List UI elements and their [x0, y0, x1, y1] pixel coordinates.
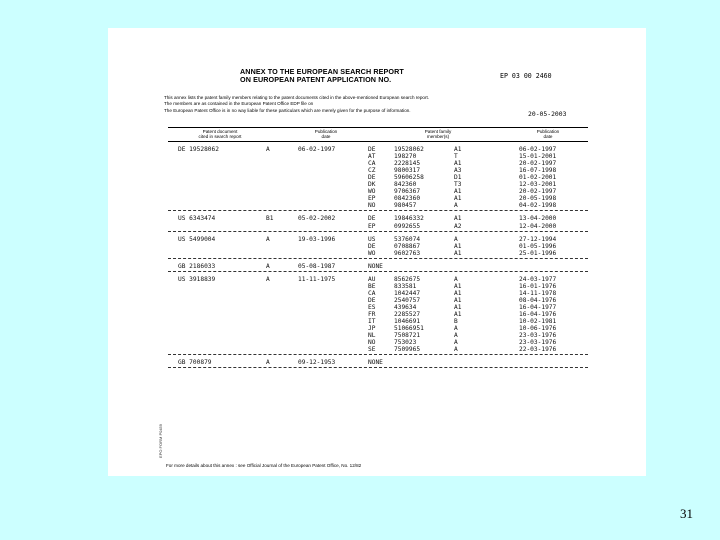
family-member-number: 0992655 — [394, 222, 421, 230]
family-member-number: 19528062 — [394, 146, 424, 153]
header-family-publication-date: Publication date — [536, 129, 560, 140]
family-country-code: AU — [368, 275, 376, 283]
report-date: 20-05-2003 — [528, 110, 567, 118]
family-member-number: 1042447 — [394, 289, 421, 297]
family-member-number: 439634 — [394, 303, 417, 311]
family-member-number: 51066951 — [394, 325, 424, 333]
family-member-date: 15-01-2001 — [519, 153, 557, 161]
family-member-kind: T3 — [454, 181, 462, 189]
cited-document-number: GB 700879 — [178, 359, 212, 367]
family-member-date: 27-12-1994 — [519, 235, 557, 243]
family-country-code: ES — [368, 303, 376, 311]
cited-document-number: US 3918839 — [178, 275, 216, 283]
family-member-number: 2285527 — [394, 311, 421, 318]
family-country-code: EP — [368, 195, 376, 203]
family-country-code: DE — [368, 174, 376, 182]
family-member-date: 01-02-2001 — [519, 174, 557, 182]
family-member-date: 06-02-1997 — [519, 146, 557, 153]
family-country-code: NL — [368, 332, 376, 340]
family-member-number: 198270 — [394, 153, 417, 161]
family-member-kind: B — [454, 318, 458, 326]
family-country-code: CZ — [368, 167, 376, 175]
family-country-code: DE — [368, 242, 376, 250]
family-member-number: 2228145 — [394, 160, 421, 168]
notice-line-1: This annex lists the patent family members relating to the patent documents cited in the above-mentioned European search report. — [164, 95, 430, 100]
family-country-code: BE — [368, 282, 376, 290]
family-member-kind: A — [454, 202, 458, 210]
family-country-code: WO — [368, 249, 376, 257]
family-member-kind: A1 — [454, 146, 462, 153]
form-code: EPO FORM P0459 — [158, 423, 163, 458]
family-member-kind: A1 — [454, 311, 462, 318]
title-line-2: ON EUROPEAN PATENT APPLICATION NO. — [240, 75, 392, 84]
cited-document-date: 05-02-2002 — [298, 215, 336, 223]
family-country-code: SE — [368, 346, 376, 354]
family-country-code: EP — [368, 222, 376, 230]
family-member-number: 59606258 — [394, 174, 424, 182]
family-member-number: 842360 — [394, 181, 417, 189]
cited-document-kind: B1 — [266, 215, 274, 223]
annex-title — [240, 68, 404, 84]
family-country-code: CA — [368, 160, 376, 168]
cited-document-number: US 6343474 — [178, 215, 216, 223]
group-separator-rule — [168, 354, 588, 355]
annex-footer-note: For more details about this annex : see Official Journal of the European Patent Office, No. 12/82 — [166, 463, 362, 468]
family-member-kind: A1 — [454, 296, 462, 304]
family-country-code: DK — [368, 181, 376, 189]
family-member-kind: A1 — [454, 289, 462, 297]
family-member-kind: A1 — [454, 303, 462, 311]
cited-document-kind: A — [266, 359, 270, 367]
family-member-date: 10-06-1976 — [519, 325, 557, 333]
cited-document-date: 11-11-1975 — [298, 275, 336, 283]
family-country-code: FR — [368, 311, 376, 318]
family-member-date: 16-04-1976 — [519, 311, 557, 318]
family-member-number: 2540757 — [394, 296, 421, 304]
notice-line-3: The European Patent Office is in no way liable for these particulars which are merely given for the purpose of information. — [164, 107, 411, 113]
family-member-number: 0708867 — [394, 242, 421, 250]
cited-document-kind: A — [266, 235, 270, 243]
cited-document-number: US 5499004 — [178, 235, 216, 243]
family-member-date: 25-01-1996 — [519, 249, 557, 257]
family-member-kind: A3 — [454, 167, 462, 175]
family-country-code: DE — [368, 146, 376, 153]
family-member-date: 04-02-1998 — [519, 202, 557, 210]
family-member-kind: A1 — [454, 188, 462, 196]
family-country-code: US — [368, 235, 376, 243]
page-number: 31 — [680, 506, 693, 521]
header-publication-date: Publication date — [314, 129, 338, 140]
family-member-kind: A — [454, 275, 458, 283]
family-member-date: 12-04-2000 — [519, 222, 557, 230]
family-country-code: JP — [368, 325, 376, 333]
family-member-number: 19846332 — [394, 215, 424, 223]
family-member-date: 14-11-1978 — [519, 289, 557, 297]
family-member-kind: A1 — [454, 242, 462, 250]
family-country-code: AT — [368, 153, 376, 161]
family-member-number: 833581 — [394, 282, 417, 290]
family-member-date: 16-01-1976 — [519, 282, 557, 290]
family-member-number: 5376074 — [394, 235, 421, 243]
family-country-code: DE — [368, 296, 376, 304]
family-country-code: NONE — [368, 359, 383, 367]
family-member-number: 7509965 — [394, 346, 421, 354]
table-top-rule — [168, 127, 588, 128]
family-member-date: 10-02-1981 — [519, 318, 557, 326]
family-member-date: 08-04-1976 — [519, 296, 557, 304]
family-member-kind: A1 — [454, 195, 462, 203]
family-member-date: 23-03-1976 — [519, 339, 557, 347]
table-header-rule — [168, 141, 588, 142]
family-member-kind: A1 — [454, 160, 462, 168]
family-country-code: NO — [368, 339, 376, 347]
family-member-date: 23-03-1976 — [519, 332, 557, 340]
family-member-kind: A — [454, 235, 458, 243]
family-country-code: NO — [368, 202, 376, 210]
patent-annex-page — [108, 28, 646, 476]
cited-document-kind: A — [266, 262, 270, 270]
family-country-code: CA — [368, 289, 376, 297]
family-member-date: 22-03-1976 — [519, 346, 557, 354]
family-member-kind: A1 — [454, 249, 462, 257]
notice-line-2: The members are as contained in the European Patent Office EDP file on — [164, 101, 314, 107]
cited-document-date: 09-12-1953 — [298, 359, 336, 367]
header-patent-document: Patent document cited in search report — [198, 129, 242, 140]
family-member-number: 9706367 — [394, 188, 421, 196]
family-country-code: IT — [368, 318, 376, 326]
family-country-code: NONE — [368, 262, 383, 270]
family-member-date: 01-05-1996 — [519, 242, 557, 250]
group-separator-rule — [168, 210, 588, 211]
family-country-code: WO — [368, 188, 376, 196]
group-separator-rule — [168, 367, 588, 368]
header-patent-family: Patent family member(s) — [424, 129, 452, 140]
cited-document-date: 05-08-1987 — [298, 262, 336, 270]
family-member-date: 20-02-1997 — [519, 160, 557, 168]
cited-document-date: 06-02-1997 — [298, 146, 336, 153]
family-country-code: DE — [368, 215, 376, 223]
family-member-number: 980457 — [394, 202, 417, 210]
family-member-date: 13-04-2000 — [519, 215, 557, 223]
group-separator-rule — [168, 231, 588, 232]
family-member-date: 20-02-1997 — [519, 188, 557, 196]
family-member-kind: A1 — [454, 282, 462, 290]
group-separator-rule — [168, 271, 588, 272]
cited-document-kind: A — [266, 275, 270, 283]
cited-document-number: GB 2186033 — [178, 262, 216, 270]
family-member-number: 7508721 — [394, 332, 421, 340]
family-member-kind: A1 — [454, 215, 462, 223]
group-separator-rule — [168, 258, 588, 259]
family-member-kind: A — [454, 339, 458, 347]
family-member-kind: T — [454, 153, 458, 161]
family-member-number: 9602763 — [394, 249, 421, 257]
family-member-date: 16-04-1977 — [519, 303, 557, 311]
cited-document-kind: A — [266, 146, 270, 153]
title-line-1: ANNEX TO THE EUROPEAN SEARCH REPORT — [240, 67, 404, 76]
family-member-date: 24-03-1977 — [519, 275, 557, 283]
family-member-date: 16-07-1998 — [519, 167, 557, 175]
family-member-kind: A2 — [454, 222, 462, 230]
family-member-kind: A — [454, 332, 458, 340]
family-member-number: 9800317 — [394, 167, 421, 175]
family-member-kind: D1 — [454, 174, 462, 182]
family-member-kind: A — [454, 325, 458, 333]
family-member-number: 0842360 — [394, 195, 421, 203]
cited-document-date: 19-03-1996 — [298, 235, 336, 243]
cited-document-number: DE 19528062 — [178, 146, 219, 153]
family-member-date: 12-03-2001 — [519, 181, 557, 189]
family-member-kind: A — [454, 346, 458, 354]
family-member-number: 1046691 — [394, 318, 421, 326]
application-number: EP 03 00 2460 — [500, 72, 552, 80]
family-member-number: 753023 — [394, 339, 417, 347]
family-member-date: 20-05-1998 — [519, 195, 557, 203]
family-member-number: 8562675 — [394, 275, 421, 283]
